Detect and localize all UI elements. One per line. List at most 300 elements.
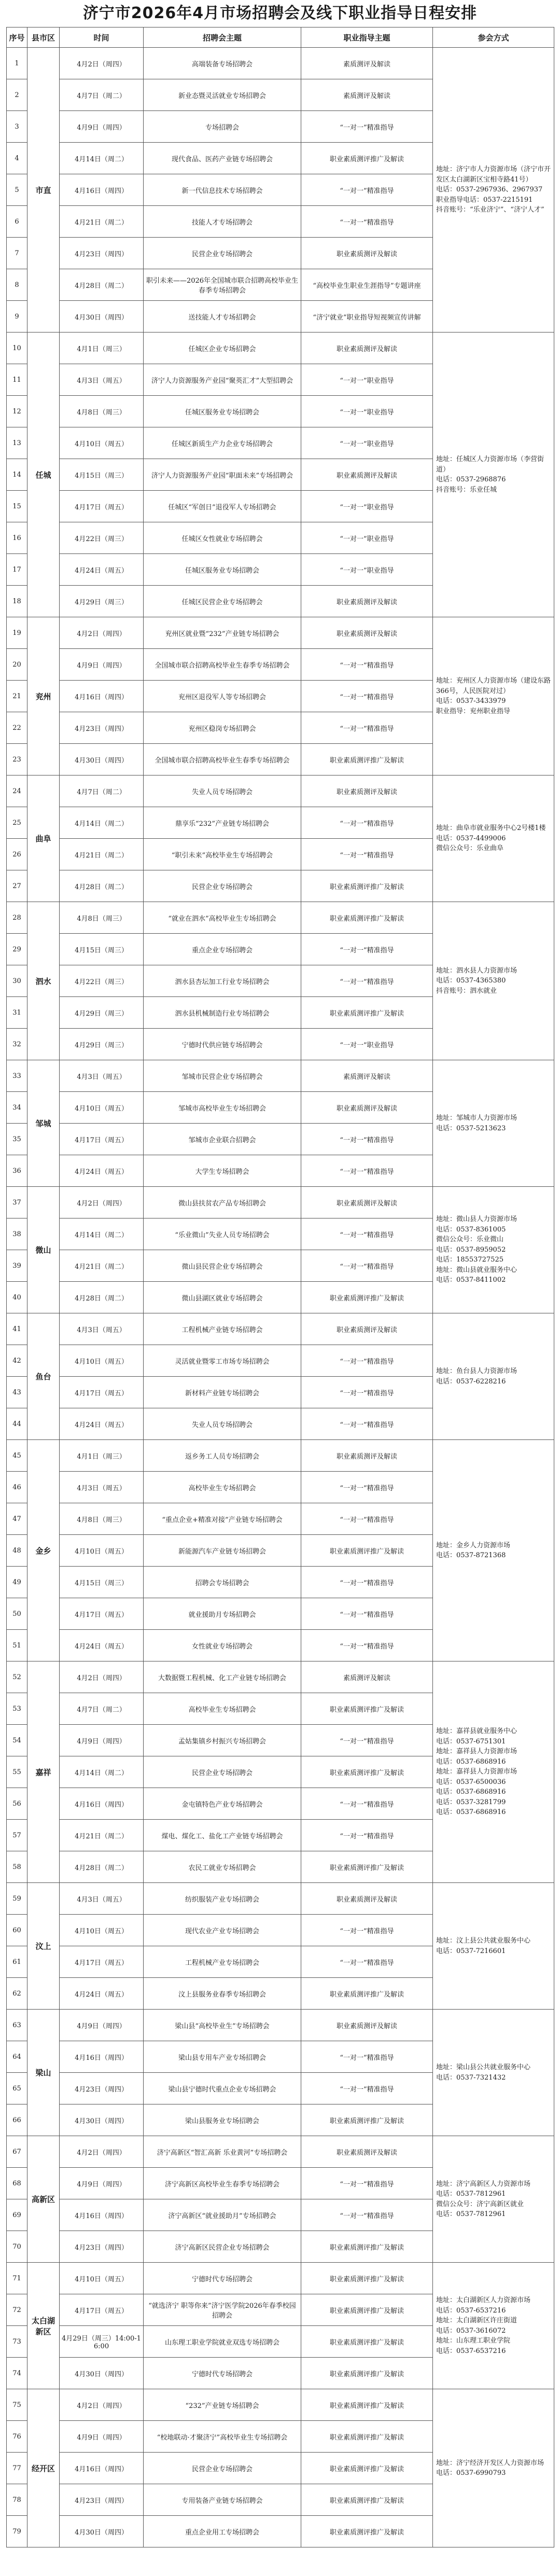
row-number: 1 [7,48,27,79]
row-number: 12 [7,396,27,427]
row-theme: 新能源汽车产业链专场招聘会 [144,1535,301,1567]
row-theme: 民营企业专场招聘会 [144,1756,301,1788]
row-theme: 招聘会专场招聘会 [144,1567,301,1598]
row-date: 4月16日（周四） [60,2041,144,2073]
row-theme: 返乡务工人员专场招聘会 [144,1440,301,1472]
row-date: 4月9日（周四） [60,1725,144,1756]
row-number: 35 [7,1124,27,1155]
row-number: 42 [7,1345,27,1377]
row-guide: 职业素质测评及解读 [301,238,433,269]
contact-line: 地址：太白湖新区许庄街道 [436,2317,517,2324]
row-number: 44 [7,1408,27,1440]
row-theme: 高端装备专场招聘会 [144,48,301,79]
participation-method [433,1883,554,2010]
row-number: 4 [7,143,27,174]
row-number: 17 [7,554,27,586]
table-row [7,2389,554,2421]
row-date: 4月28日（周二） [60,1851,144,1883]
contact-line: 地址：济宁高新区人力资源市场 [436,2180,531,2188]
row-guide: 职业素质测评推广及解读 [301,2263,433,2294]
row-number: 66 [7,2104,27,2136]
header-county: 县市区 [27,27,60,48]
header-guide: 职业指导主题 [301,27,433,48]
row-theme: 汶上县服务业春季专场招聘会 [144,1978,301,2010]
contact-line: 地址：鱼台县人力资源市场 [436,1367,517,1375]
row-date: 4月24日（周五） [60,1978,144,2010]
row-date: 4月24日（周五） [60,554,144,586]
row-number: 69 [7,2199,27,2231]
row-date: 4月9日（周四） [60,111,144,143]
row-guide: 职业素质测评推广及解读 [301,2104,433,2136]
row-number: 31 [7,997,27,1029]
row-guide: “一对一”精准指导 [301,111,433,143]
participation-method [433,1187,554,1313]
row-date: 4月16日（周四） [60,2199,144,2231]
row-date: 4月30日（周四） [60,744,144,775]
contact-line: 地址：曲阜市就业服务中心2号楼1楼 [436,824,546,833]
row-theme: 高校毕业生专场招聘会 [144,1472,301,1503]
row-date: 4月30日（周四） [60,2104,144,2136]
row-guide: “一对一”精准指导 [301,1820,433,1851]
contact-line: 电话：0537-3616072 [436,2326,506,2335]
row-theme: 济宁高新区民营企业专场招聘会 [144,2231,301,2263]
row-date: 4月16日（周四） [60,2453,144,2484]
row-guide: 职业素质测评及解读 [301,2010,433,2041]
row-number: 67 [7,2136,27,2168]
row-date: 4月30日（周四） [60,301,144,333]
row-guide: 职业素质测评推广及解读 [301,1756,433,1788]
contact-line: 职业指导：兖州职业指导 [436,707,511,715]
row-theme: 纺织服装产业专场招聘会 [144,1883,301,1915]
table-row [7,1313,554,1345]
row-number: 26 [7,839,27,870]
row-theme: 兖州区就业暨“232”产业链专场招聘会 [144,617,301,649]
row-date: 4月10日（周五） [60,1535,144,1567]
contact-line: 电话：0537-2968876 [436,476,506,483]
row-guide: “一对一”精准指导 [301,1472,433,1503]
row-theme: 失业人员专场招聘会 [144,1408,301,1440]
row-guide: “一对一”精准指导 [301,839,433,870]
county-name: 嘉祥 [27,1661,60,1883]
row-theme: 泗水县杏坛加工行业专场招聘会 [144,965,301,997]
row-guide: “一对一”精准指导 [301,1788,433,1820]
county-name: 泗水 [27,902,60,1060]
row-number: 47 [7,1503,27,1535]
row-guide: “一对一”精准指导 [301,965,433,997]
row-number: 11 [7,364,27,396]
row-number: 13 [7,427,27,459]
schedule-table [6,27,554,2547]
participation-method [433,1060,554,1187]
row-guide: 职业素质测评推广及解读 [301,2453,433,2484]
row-theme: 任城区新质生产力企业专场招聘会 [144,427,301,459]
row-number: 53 [7,1693,27,1725]
contact-line: 地址：金乡人力资源市场 [436,1541,511,1549]
row-date: 4月29日（周三） [60,997,144,1029]
contact-line: 电话：0537-6751301 [436,1737,506,1746]
row-theme: 大数据暨工程机械、化工产业链专场招聘会 [144,1661,301,1693]
county-name: 金乡 [27,1440,60,1661]
row-theme: 全国城市联合招聘高校毕业生春季专场招聘会 [144,649,301,681]
row-theme: 济宁人力资源服务产业园“聚英汇才”大型招聘会 [144,364,301,396]
contact-line: 地址：嘉祥县人力资源市场 [436,1748,517,1756]
row-theme: 煤电、煤化工、盐化工产业链专场招聘会 [144,1820,301,1851]
row-guide: “一对一”精准指导 [301,174,433,206]
row-number: 27 [7,870,27,902]
row-guide: 职业素质测评及解读 [301,1883,433,1915]
row-number: 64 [7,2041,27,2073]
row-date: 4月23日（周四） [60,2231,144,2263]
row-theme: 新业态暨灵活就业专场招聘会 [144,79,301,111]
contact-line: 地址：嘉祥县人力资源市场 [436,1768,517,1776]
row-guide: 职业素质测评推广及解读 [301,1535,433,1567]
row-guide: 职业素质测评推广及解读 [301,2326,433,2358]
row-date: 4月9日（周四） [60,2168,144,2199]
row-date: 4月17日（周五） [60,2294,144,2326]
county-name: 高新区 [27,2136,60,2263]
row-number: 68 [7,2168,27,2199]
table-row [7,1060,554,1092]
row-date: 4月21日（周二） [60,1820,144,1851]
county-name: 太白湖新区 [27,2263,60,2389]
row-guide: 素质测评及解读 [301,1060,433,1092]
row-guide: “高校毕业生职业生涯指导”专题讲座 [301,269,433,301]
row-guide: “一对一”精准指导 [301,712,433,744]
row-theme: 梁山县专用车产业专场招聘会 [144,2041,301,2073]
row-theme: 微山县湖区就业专场招聘会 [144,1282,301,1313]
row-date: 4月1日（周三） [60,1440,144,1472]
row-number: 74 [7,2358,27,2389]
table-header-row [7,27,554,48]
contact-line: 电话：0537-8361005 [436,1225,506,1234]
row-theme: 全国城市联合招聘高校毕业生春季专场招聘会 [144,744,301,775]
county-name: 微山 [27,1187,60,1313]
contact-line: 电话：0537-6868916 [436,1808,506,1817]
row-guide: “一对一”职业指导 [301,1029,433,1060]
row-date: 4月17日（周五） [60,1124,144,1155]
row-guide: 职业素质测评及解读 [301,586,433,617]
row-theme: 兖州区退役军人等专场招聘会 [144,681,301,712]
row-theme: “乐业微山”失业人员专场招聘会 [144,1218,301,1250]
row-number: 79 [7,2516,27,2547]
contact-line: 电话：0537-4365380 [436,977,506,985]
row-date: 4月7日（周二） [60,775,144,807]
row-guide: 职业素质测评及解读 [301,2136,433,2168]
row-date: 4月2日（周四） [60,2389,144,2421]
row-theme: 农民工就业专场招聘会 [144,1851,301,1883]
row-date: 4月16日（周四） [60,681,144,712]
row-number: 7 [7,238,27,269]
row-guide: “一对一”职业指导 [301,491,433,522]
row-date: 4月10日（周五） [60,427,144,459]
contact-line: 地址：山东理工职业学院 [436,2337,511,2345]
row-theme: 大学生专场招聘会 [144,1155,301,1187]
row-guide: “一对一”精准指导 [301,1725,433,1756]
row-date: 4月16日（周四） [60,1788,144,1820]
row-date: 4月24日（周五） [60,1155,144,1187]
row-date: 4月7日（周二） [60,79,144,111]
row-date: 4月24日（周五） [60,1630,144,1661]
row-theme: 任城区“军创日”退役军人专场招聘会 [144,491,301,522]
row-number: 45 [7,1440,27,1472]
row-number: 38 [7,1218,27,1250]
row-number: 30 [7,965,27,997]
row-number: 72 [7,2294,27,2326]
row-theme: 金屯镇特色产业专场招聘会 [144,1788,301,1820]
row-guide: “一对一”精准指导 [301,1408,433,1440]
contact-line: 地址：微山县人力资源市场 [436,1215,517,1224]
row-date: 4月21日（周二） [60,1250,144,1282]
row-theme: 梁山县服务业专场招聘会 [144,2104,301,2136]
row-theme: “重点企业+精准对接”产业链专场招聘会 [144,1503,301,1535]
row-guide: “一对一”职业指导 [301,364,433,396]
row-date: 4月30日（周四） [60,2358,144,2389]
row-number: 34 [7,1092,27,1124]
row-theme: “校地联动·才聚济宁”高校毕业生专场招聘会 [144,2421,301,2453]
contact-line: 地址：济宁经济开发区人力资源市场 [436,2459,544,2467]
row-date: 4月2日（周四） [60,617,144,649]
row-guide: 职业素质测评及解读 [301,617,433,649]
row-date: 4月28日（周二） [60,269,144,301]
row-guide: 职业素质测评推广及解读 [301,2294,433,2326]
row-theme: 宁德时代供应链专场招聘会 [144,1029,301,1060]
row-guide: “一对一”精准指导 [301,1503,433,1535]
contact-line: 电话：0537-8411002 [436,1276,506,1284]
contact-line: 地址：邹城市人力资源市场 [436,1114,517,1122]
row-theme: 现代农业产业专场招聘会 [144,1915,301,1946]
row-guide: “一对一”精准指导 [301,1377,433,1408]
row-theme: 重点企业用工专场招聘会 [144,2516,301,2547]
participation-method [433,333,554,617]
county-name: 任城 [27,333,60,617]
row-date: 4月22日（周三） [60,965,144,997]
row-number: 39 [7,1250,27,1282]
row-number: 71 [7,2263,27,2294]
row-guide: “一对一”精准指导 [301,807,433,839]
row-guide: “一对一”精准指导 [301,1946,433,1978]
contact-line: 微信公众号：乐业曲阜 [436,844,504,853]
row-theme: 鼎享乐“232”产业链专场招聘会 [144,807,301,839]
row-date: 4月28日（周二） [60,870,144,902]
row-number: 19 [7,617,27,649]
participation-method [433,2136,554,2263]
row-guide: “一对一”精准指导 [301,2199,433,2231]
contact-line: 地址：济宁市人力资源市场（济宁市开发区太白湖新区宝相寺路41号） [436,165,551,184]
row-number: 58 [7,1851,27,1883]
row-date: 4月3日（周五） [60,1313,144,1345]
row-number: 62 [7,1978,27,2010]
contact-line: 电话：0537-6228216 [436,1377,506,1386]
participation-method [433,2263,554,2389]
row-date: 4月3日（周五） [60,364,144,396]
contact-line: 电话：0537-6868916 [436,1757,506,1766]
row-guide: 职业素质测评推广及解读 [301,870,433,902]
row-guide: 职业素质测评推广及解读 [301,2421,433,2453]
row-date: 4月2日（周四） [60,48,144,79]
row-number: 8 [7,269,27,301]
row-guide: “一对一”精准指导 [301,1345,433,1377]
row-date: 4月17日（周五） [60,1598,144,1630]
row-theme: 民营企业专场招聘会 [144,870,301,902]
row-date: 4月21日（周二） [60,839,144,870]
row-theme: 邹城市高校毕业生专场招聘会 [144,1092,301,1124]
row-date: 4月17日（周五） [60,1377,144,1408]
row-number: 60 [7,1915,27,1946]
row-date: 4月23日（周四） [60,712,144,744]
table-row [7,1440,554,1472]
county-name: 市直 [27,48,60,333]
contact-line: 电话：18553727525 [436,1256,503,1264]
row-theme: 送技能人才专场招聘会 [144,301,301,333]
row-guide: “一对一”精准指导 [301,1250,433,1282]
county-name: 兖州 [27,617,60,775]
row-theme: “职引未来”高校毕业生专场招聘会 [144,839,301,870]
row-theme: 任城区企业专场招聘会 [144,333,301,364]
row-date: 4月8日（周三） [60,902,144,934]
row-guide: 素质测评及解读 [301,79,433,111]
row-number: 70 [7,2231,27,2263]
row-number: 32 [7,1029,27,1060]
row-number: 61 [7,1946,27,1978]
row-number: 57 [7,1820,27,1851]
row-guide: 职业素质测评推广及解读 [301,997,433,1029]
row-guide: “一对一”精准指导 [301,1630,433,1661]
contact-line: 电话：0537-7216601 [436,1947,506,1955]
row-guide: 职业素质测评推广及解读 [301,1693,433,1725]
row-number: 10 [7,333,27,364]
row-guide: 职业素质测评推广及解读 [301,143,433,174]
contact-line: 电话：0537-8721368 [436,1552,506,1559]
row-theme: 济宁高新区“智汇高新 乐业黄河”专场招聘会 [144,2136,301,2168]
row-number: 33 [7,1060,27,1092]
row-guide: 职业素质测评及解读 [301,775,433,807]
contact-line: 抖音账号：“乐业济宁”、“济宁人才” [436,206,544,214]
row-guide: 职业素质测评推广及解读 [301,2516,433,2547]
row-guide: 职业素质测评及解读 [301,459,433,491]
row-guide: “一对一”精准指导 [301,2168,433,2199]
county-name: 鱼台 [27,1313,60,1440]
contact-line: 电话：0537-6537216 [436,2306,506,2315]
row-guide: “一对一”精准指导 [301,2073,433,2104]
row-guide: 职业素质测评推广及解读 [301,2484,433,2516]
row-guide: “一对一”精准指导 [301,1598,433,1630]
row-date: 4月2日（周四） [60,1187,144,1218]
row-date: 4月14日（周二） [60,1756,144,1788]
row-guide: “一对一”精准指导 [301,1155,433,1187]
contact-line: 地址：任城区人力资源市场（李营街道） [436,455,544,474]
row-guide: “一对一”精准指导 [301,2041,433,2073]
row-number: 52 [7,1661,27,1693]
row-theme: 宁德时代专场招聘会 [144,2263,301,2294]
county-name: 汶上 [27,1883,60,2010]
row-number: 2 [7,79,27,111]
row-theme: 任城区民营企业专场招聘会 [144,586,301,617]
row-number: 46 [7,1472,27,1503]
contact-line: 微信公众号：济宁高新区就业 [436,2200,524,2208]
row-theme: 任城区女性就业专场招聘会 [144,522,301,554]
row-theme: 职引未来——2026年全国城市联合招聘高校毕业生春季专场招聘会 [144,269,301,301]
row-date: 4月22日（周三） [60,522,144,554]
row-theme: 任城区服务业专场招聘会 [144,554,301,586]
row-theme: 工程机械产业专场招聘会 [144,1946,301,1978]
table-row [7,1187,554,1218]
row-number: 16 [7,522,27,554]
contact-line: 电话：0537-6868916 [436,1788,506,1796]
contact-line: 电话：0537-2967936、2967937 [436,186,543,194]
row-number: 40 [7,1282,27,1313]
row-date: 4月10日（周五） [60,1345,144,1377]
contact-line: 地址：梁山县公共就业服务中心 [436,2063,531,2071]
row-guide: “一对一”精准指导 [301,1567,433,1598]
row-date: 4月17日（周五） [60,491,144,522]
row-guide: 职业素质测评及解读 [301,1440,433,1472]
row-theme: 微山县扶贫农产品专场招聘会 [144,1187,301,1218]
row-date: 4月29日（周三）14:00-16:00 [60,2326,144,2358]
contact-line: 地址：汶上县公共就业服务中心 [436,1937,531,1945]
row-date: 4月2日（周四） [60,2136,144,2168]
row-theme: 工程机械产业链专场招聘会 [144,1313,301,1345]
row-guide: 职业素质测评推广及解读 [301,2358,433,2389]
row-number: 56 [7,1788,27,1820]
contact-line: 电话：0537-8959052 [436,1245,506,1254]
row-number: 75 [7,2389,27,2421]
row-number: 54 [7,1725,27,1756]
row-number: 48 [7,1535,27,1567]
row-number: 22 [7,712,27,744]
participation-method [433,1313,554,1440]
contact-line: 电话：0537-3433979 [436,697,506,705]
row-theme: 新一代信息技术专场招聘会 [144,174,301,206]
table-row [7,617,554,649]
row-theme: 高校毕业生专场招聘会 [144,1693,301,1725]
row-number: 78 [7,2484,27,2516]
row-number: 14 [7,459,27,491]
row-theme: 孟姑集镇乡村振兴专场招聘会 [144,1725,301,1756]
row-theme: 济宁高新区高校毕业生春季专场招聘会 [144,2168,301,2199]
row-date: 4月30日（周四） [60,2516,144,2547]
row-guide: 素质测评及解读 [301,48,433,79]
row-number: 63 [7,2010,27,2041]
header-no: 序号 [7,27,27,48]
row-date: 4月9日（周四） [60,649,144,681]
county-name: 经开区 [27,2389,60,2547]
row-guide: “一对一”精准指导 [301,1915,433,1946]
county-name: 曲阜 [27,775,60,902]
row-guide: “一对一”精准指导 [301,1124,433,1155]
row-guide: 职业素质测评及解读 [301,1187,433,1218]
row-theme: 重点企业专场招聘会 [144,934,301,965]
contact-line: 电话：0537-7812961 [436,2210,506,2218]
row-theme: 专场招聘会 [144,111,301,143]
participation-method [433,1440,554,1661]
contact-line: 抖音账号：泗水就业 [436,987,497,995]
participation-method [433,2010,554,2136]
row-guide: 职业素质测评及解读 [301,1092,433,1124]
row-guide: 职业素质测评推广及解读 [301,2231,433,2263]
contact-line: 电话：0537-6537216 [436,2347,506,2355]
row-theme: 女性就业专场招聘会 [144,1630,301,1661]
table-row [7,333,554,364]
row-guide: 职业素质测评及解读 [301,333,433,364]
row-theme: 技能人才专场招聘会 [144,206,301,238]
row-theme: 济宁人力资源服务产业园“职面未来”专场招聘会 [144,459,301,491]
row-theme: 专用装备产业链专场招聘会 [144,2484,301,2516]
row-number: 59 [7,1883,27,1915]
row-date: 4月29日（周三） [60,1029,144,1060]
row-guide: 职业素质测评推广及解读 [301,2389,433,2421]
participation-method [433,902,554,1060]
row-theme: 民营企业专场招聘会 [144,2453,301,2484]
